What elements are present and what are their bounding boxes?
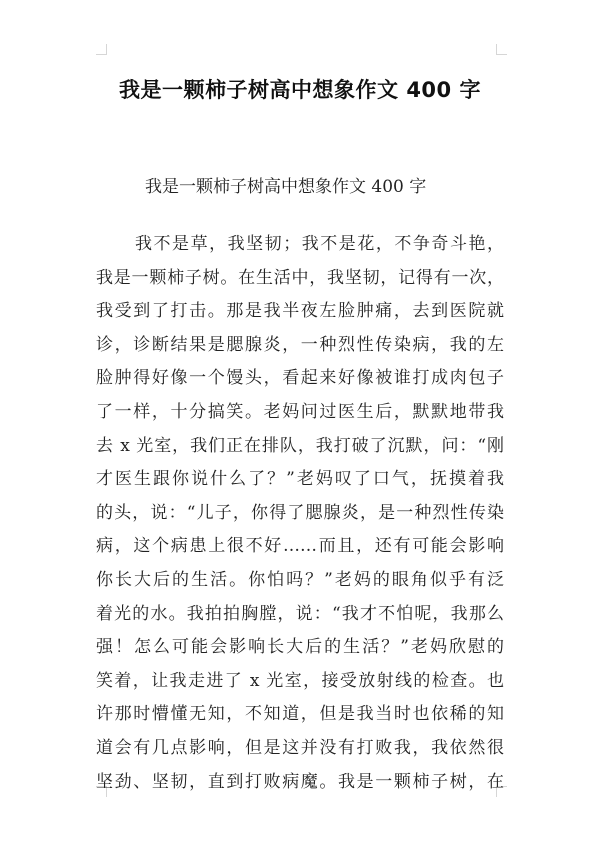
body-line: 着光的水。我拍拍胸膛，说：“我才不怕呢，我那么	[96, 603, 504, 624]
body-line: 我不是草，我坚韧；我不是花，不争奇斗艳，	[135, 234, 504, 254]
crop-mark-top-right	[496, 44, 507, 55]
body-line: 我受到了打击。那是我半夜左脸肿痛，去到医院就	[96, 301, 504, 322]
essay-subtitle: 我是一颗柿子树高中想象作文 400 字	[145, 177, 427, 197]
body-line: 笑着，让我走进了 x 光室，接受放射线的检查。也	[96, 670, 504, 691]
body-line: 你长大后的生活。你怕吗？”老妈的眼角似乎有泛	[96, 569, 504, 590]
body-line: 许那时懵懂无知，不知道，但是我当时也依稀的知	[96, 704, 504, 725]
essay-body	[96, 228, 504, 799]
body-line: 病，这个病患上很不好……而且，还有可能会影响	[96, 536, 504, 557]
body-line: 的头，说：“儿子，你得了腮腺炎，是一种烈性传染	[96, 502, 504, 523]
body-line: 去 x 光室，我们正在排队，我打破了沉默，问：“刚	[96, 435, 504, 456]
crop-mark-top-left	[96, 44, 107, 55]
document-title: 我是一颗柿子树高中想象作文 400 字	[119, 78, 481, 102]
body-line: 诊，诊断结果是腮腺炎，一种烈性传染病，我的左	[96, 334, 504, 355]
body-line: 强！怎么可能会影响长大后的生活？”老妈欣慰的	[96, 637, 504, 658]
body-line: 道会有几点影响，但是这并没有打败我，我依然很	[96, 737, 504, 758]
body-line: 坚劲、坚韧，直到打败病魔。我是一颗柿子树，在	[96, 771, 504, 792]
body-line: 我是一颗柿子树。在生活中，我坚韧，记得有一次，	[96, 267, 504, 288]
body-line: 才医生跟你说什么了？”老妈叹了口气，抚摸着我	[96, 469, 504, 490]
body-line: 脸肿得好像一个馒头，看起来好像被谁打成肉包子	[96, 368, 504, 389]
body-line: 了一样，十分搞笑。老妈问过医生后，默默地带我	[96, 401, 504, 422]
